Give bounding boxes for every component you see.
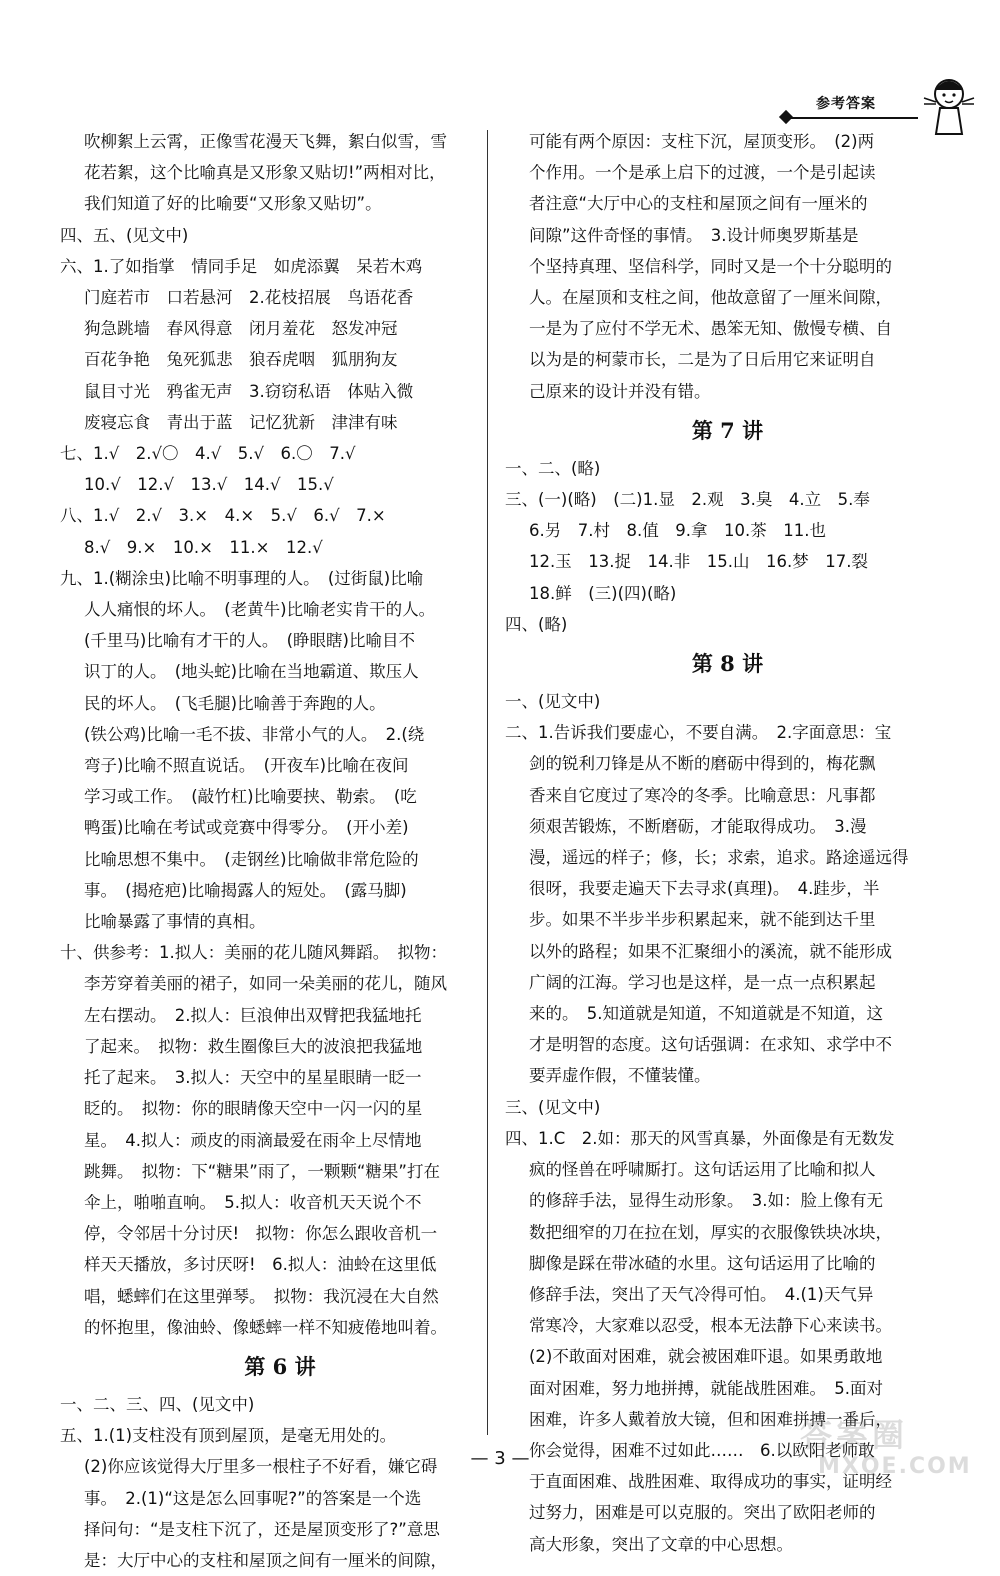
text-line: 困难，许多人戴着放大镜，但和困难拼搏一番后，: [529, 1409, 892, 1429]
text-line: 才是明智的态度。这句话强调：在求知、求学中不: [529, 1035, 892, 1055]
text-line: 于直面困难、战胜困难、取得成功的事实，证明经: [529, 1472, 892, 1492]
text-line: 八、1.√ 2.√ 3.× 4.× 5.√ 6.√ 7.×: [60, 506, 386, 526]
text-line: 弯子)比喻不照直说话。 (开夜车)比喻在夜间: [84, 756, 409, 776]
text-line: 鼠目寸光 鸦雀无声 3.窃窃私语 体贴入微: [84, 381, 414, 401]
left-column: [60, 126, 500, 1576]
text-line: 择问句：“是支柱下沉了，还是屋顶变形了?”意思: [84, 1519, 440, 1539]
text-line: 四、(略): [505, 614, 568, 634]
text-line: 来的。 5.知道就是知道，不知道就是不知道，这: [529, 1004, 883, 1024]
text-line: 己原来的设计并没有错。: [529, 381, 711, 401]
text-line: 二、1.告诉我们要虚心，不要自满。 2.字面意思：宝: [505, 723, 892, 743]
text-line: 事。 2.(1)“这是怎么回事呢?”的答案是一个选: [84, 1488, 422, 1508]
text-line: 门庭若市 口若悬河 2.花枝招展 鸟语花香: [84, 288, 414, 308]
text-line: 的怀抱里，像油蛉、像蟋蟀一样不知疲倦地叫着。: [84, 1317, 447, 1337]
text-line: 香来自它度过了寒冷的冬季。比喻意思：凡事都: [529, 785, 876, 805]
section-heading: 第 7 讲: [691, 417, 764, 443]
text-line: 个坚持真理、坚信科学，同时又是一个十分聪明的: [529, 256, 892, 276]
text-line: 样天天播放，多讨厌呀! 6.拟人：油蛉在这里低: [84, 1255, 437, 1275]
text-line: 四、五、(见文中): [60, 225, 189, 245]
text-line: 事。 (揭疮疤)比喻揭露人的短处。 (露马脚): [84, 880, 407, 900]
text-line: 以为是的柯蒙市长，二是为了日后用它来证明自: [529, 350, 876, 370]
text-line: 伞上，啪啪直响。 5.拟人：收音机天天说个不: [84, 1192, 422, 1212]
text-line: 人。在屋顶和支柱之间，他故意留了一厘米间隙，: [529, 288, 892, 308]
text-line: 眨的。 拟物：你的眼睛像天空中一闪一闪的星: [84, 1099, 423, 1119]
text-line: 民的坏人。 (飞毛腿)比喻善于奔跑的人。: [84, 693, 386, 713]
watermark-logo: [790, 1410, 990, 1490]
text-line: 停，令邻居十分讨厌! 拟物：你怎么跟收音机一: [84, 1224, 438, 1244]
text-line: 星。 4.拟人：顽皮的雨滴最爱在雨伞上尽情地: [84, 1130, 422, 1150]
text-line: 10.√ 12.√ 13.√ 14.√ 15.√: [84, 475, 334, 495]
text-line: 识丁的人。 (地头蛇)比喻在当地霸道、欺压人: [84, 662, 419, 682]
right-column: [505, 126, 950, 1560]
text-line: 四、1.C 2.如：那天的风雪真暴，外面像是有无数发: [505, 1128, 895, 1148]
text-line: 一是为了应付不学无术、愚笨无知、傲慢专横、自: [529, 319, 892, 339]
text-line: 广阔的江海。学习也是这样，是一点一点积累起: [529, 972, 876, 992]
text-line: 一、二、(略): [505, 458, 601, 478]
text-line: 修辞手法，突出了天气冷得可怕。 4.(1)天气异: [529, 1284, 874, 1304]
text-line: 者注意“大厅中心的支柱和屋顶之间有一厘米的: [529, 194, 868, 214]
text-line: 跳舞。 拟物：下“糖果”雨了，一颗颗“糖果”打在: [84, 1161, 440, 1181]
text-line: 可能有两个原因：支柱下沉，屋顶变形。 (2)两: [529, 132, 875, 151]
text-line: 6.另 7.村 8.值 9.拿 10.茶 11.也: [529, 521, 826, 541]
text-line: 数把细窄的刀在拉在划，厚实的衣服像铁块冰块，: [529, 1222, 892, 1242]
text-line: 三、(一)(略) (二)1.显 2.观 3.臭 4.立 5.奉: [505, 490, 870, 510]
text-line: 剑的锐利刀锋是从不断的磨砺中得到的，梅花飘: [529, 754, 876, 774]
text-line: 步。如果不半步半步积累起来，就不能到达千里: [529, 910, 876, 930]
text-line: 托了起来。 3.拟人：天空中的星星眼睛一眨一: [84, 1068, 422, 1088]
text-line: 吹柳絮上云霄，正像雪花漫天飞舞，絮白似雪，雪: [84, 132, 447, 151]
text-line: 比喻暴露了事情的真相。: [84, 912, 266, 932]
text-line: 十、供参考：1.拟人：美丽的花儿随风舞蹈。 拟物：: [60, 943, 447, 963]
text-line: 七、1.√ 2.√〇 4.√ 5.√ 6.〇 7.√: [60, 444, 356, 464]
text-line: (2)不敢面对困难，就会被困难吓退。如果勇敢地: [529, 1347, 883, 1367]
text-line: 以外的路程；如果不汇聚细小的溪流，就不能形成: [529, 941, 892, 961]
text-line: 唱，蟋蟀们在这里弹琴。 拟物：我沉浸在大自然: [84, 1286, 439, 1306]
text-line: 学习或工作。 (敲竹杠)比喻要挟、勒索。 (吃: [84, 787, 417, 807]
text-line: 疯的怪兽在呼啸厮打。这句话运用了比喻和拟人: [529, 1160, 876, 1180]
text-line: 李芳穿着美丽的裙子，如同一朵美丽的花儿，随风: [84, 974, 447, 994]
text-line: 过努力，困难是可以克服的。突出了欧阳老师的: [529, 1503, 876, 1523]
watermark-top: 答案圈: [800, 1416, 909, 1454]
section-heading: 第 6 讲: [244, 1353, 316, 1379]
text-line: 狗急跳墙 春风得意 闭月羞花 怒发冲冠: [84, 319, 398, 339]
text-line: 脚像是踩在带冰碴的水里。这句话运用了比喻的: [529, 1253, 876, 1273]
page-number: — 3 —: [470, 1448, 530, 1469]
text-line: 的修辞手法，显得生动形象。 3.如：脸上像有无: [529, 1191, 883, 1211]
text-line: 面对困难，努力地拼搏，就能战胜困难。 5.面对: [529, 1378, 883, 1398]
text-line: 一、(见文中): [505, 692, 601, 712]
text-line: 百花争艳 兔死狐悲 狼吞虎咽 狐朋狗友: [84, 350, 398, 370]
text-line: 比喻思想不集中。 (走钢丝)比喻做非常危险的: [84, 849, 419, 869]
watermark-bottom: MXQE.COM: [818, 1454, 972, 1479]
text-line: 九、1.(糊涂虫)比喻不明事理的人。 (过街鼠)比喻: [60, 568, 424, 588]
text-line: 漫，遥远的样子；修，长；求索，追求。路途遥远得: [529, 848, 909, 868]
text-line: 五、1.(1)支柱没有顶到屋顶，是毫无用处的。: [60, 1426, 397, 1446]
text-line: (铁公鸡)比喻一毛不拔、非常小气的人。 2.(绕: [84, 724, 425, 744]
text-line: 左右摆动。 2.拟人：巨浪伸出双臂把我猛地托: [84, 1005, 422, 1025]
text-line: 花若絮，这个比喻真是又形象又贴切!”两相对比，: [84, 163, 446, 183]
text-line: 常寒冷，大家难以忍受，根本无法静下心来读书。: [529, 1316, 892, 1336]
header-rule: [788, 117, 918, 119]
text-line: 高大形象，突出了文章的中心思想。: [529, 1534, 793, 1554]
text-line: 了起来。 拟物：救生圈像巨大的波浪把我猛地: [84, 1036, 423, 1056]
text-line: 你会觉得，困难不过如此…… 6.以欧阳老师敢: [529, 1440, 875, 1460]
text-line: 8.√ 9.× 10.× 11.× 12.√: [84, 537, 323, 557]
text-line: 12.玉 13.捉 14.非 15.山 16.梦 17.裂: [529, 552, 868, 572]
text-line: 须艰苦锻炼，不断磨砺，才能取得成功。 3.漫: [529, 816, 867, 836]
text-line: (千里马)比喻有才干的人。 (睁眼瞎)比喻目不: [84, 631, 415, 651]
text-line: 一、二、三、四、(见文中): [60, 1394, 255, 1414]
text-line: 三、(见文中): [505, 1097, 601, 1117]
text-line: 18.鲜 (三)(四)(略): [529, 583, 677, 603]
header-label: 参考答案: [816, 96, 876, 112]
text-line: (2)你应该觉得大厅里多一根柱子不好看，嫌它碍: [84, 1457, 438, 1477]
text-line: 个作用。一个是承上启下的过渡，一个是引起读: [529, 163, 876, 183]
text-line: 很呀，我要走遍天下去寻求(真理)。 4.跬步，半: [529, 879, 880, 899]
text-line: 要弄虚作假，不懂装懂。: [529, 1066, 711, 1086]
text-line: 间隙”这件奇怪的事情。 3.设计师奥罗斯基是: [529, 225, 859, 245]
text-line: 鸭蛋)比喻在考试或竞赛中得零分。 (开小差): [84, 818, 409, 838]
text-line: 是：大厅中心的支柱和屋顶之间有一厘米的间隙，: [84, 1550, 447, 1570]
text-line: 废寝忘食 青出于蓝 记忆犹新 津津有味: [84, 412, 398, 432]
text-line: 我们知道了好的比喻要“又形象又贴切”。: [84, 194, 382, 214]
text-line: 人人痛恨的坏人。 (老黄牛)比喻老实肯干的人。: [84, 600, 436, 620]
text-line: 六、1.了如指掌 情同手足 如虎添翼 呆若木鸡: [60, 256, 423, 276]
section-heading: 第 8 讲: [691, 651, 764, 677]
